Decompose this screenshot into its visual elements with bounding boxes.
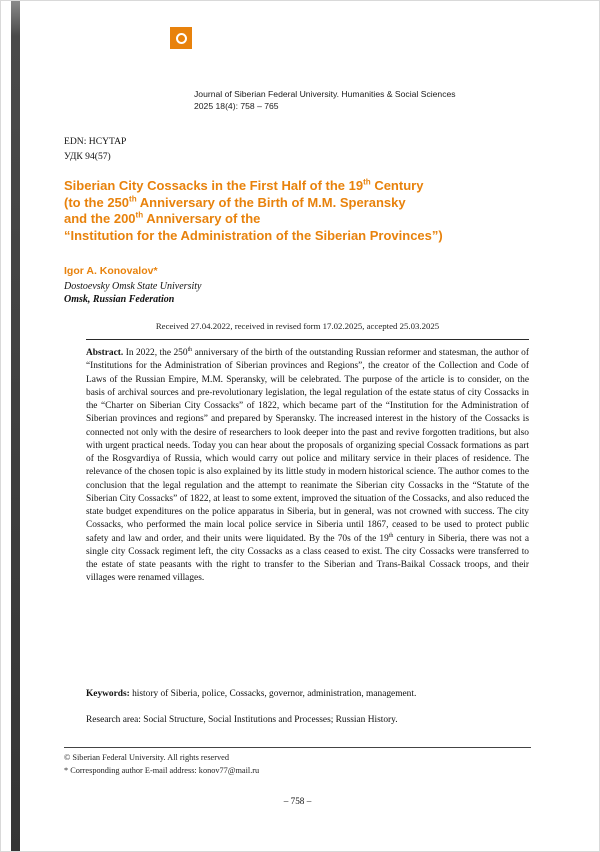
journal-logo-icon (176, 33, 187, 44)
author-location: Omsk, Russian Federation (64, 294, 175, 305)
journal-logo (170, 27, 192, 49)
corresponding-author-note: * Corresponding author E-mail address: konov77@mail.ru (64, 765, 260, 775)
keywords-paragraph: Keywords: history of Siberia, police, Cossacks, governor, administration, management. (86, 689, 417, 699)
journal-name: Journal of Siberian Federal University. Humanities & Social Sciences (194, 89, 456, 99)
title-line: “Institution for the Administration of the Siberian Provinces”) (64, 227, 443, 243)
title-line: and the 200th Anniversary of the (64, 210, 261, 227)
article-title (64, 178, 542, 244)
page-number: – 758 – (283, 796, 312, 806)
title-line: (to the 250th Anniversary of the Birth of M.M. Speransky (64, 194, 406, 210)
copyright-note: © Siberian Federal University. All rights reserved (64, 753, 229, 762)
received-dates: Received 27.04.2022, received in revised form 17.02.2025, accepted 25.03.2025 (155, 321, 440, 331)
udk-code: УДК 94(57) (64, 150, 111, 162)
author-affiliation: Dostoevsky Omsk State University (64, 281, 202, 292)
edn-code: EDN: HCYTAP (64, 136, 127, 147)
journal-header (194, 89, 554, 112)
footnote-divider (64, 747, 531, 748)
title-line: Siberian City Cossacks in the First Half of the 19th Century (64, 177, 424, 193)
abstract-paragraph: Abstract. In 2022, the 250th anniversary of the birth of the outstanding Russian reformer and statesman, the author of “Institutions for the Administration of Siberian provinces and Regions”, the creator of the Collection and Code of Laws of the Russian Empire, M.M. Speransky, will be celebrated. The purpose of the article is to consider, on the basis of archival sources and pre-revolutionary legislation, the legal regulation of the estate status of city Cossacks in the “Charter on Siberian City Cossacks” of 1822, which became part of the “Institution for the Administration of Siberian provinces and regions” and prepared by Speransky. The increased interest in the history of the Cossacks is connected not only with the desire of researchers to look deeper into the past and revive forgotten traditions, but also with urgent practical needs. Today you can hear about the proposals of organizing special Cossack formations as part of the Rosgvardiya of Russia, which would carry out police and military service in their places of residence. The relevance of the chosen topic is also explained by its little study in modern historical science. The author comes to the conclusion that the legal regulation and the attempt to reanimate the Siberian city Cossacks in the “Statute of the Siberian City Cossacks” of 1822, at least to some extent, improved the situation of the Cossacks, and also reduced the state budget expenditures on the police apparatus in Siberia, but in general, was not crowned with success. The city Cossacks, who performed the main local police service in Siberia until 1867, ceased to be used to protect public safety and law and order, and their units were liquidated. By the 70s of the 19th century in Siberia, there was not a single city Cossack regiment left, the city Cossacks as a class ceased to exist. The city Cossacks were transferred to the estate of state peasants with the right to transfer to the Siberian and Trans-Baikal Cossack troops, and their villages were renamed villages. (86, 339, 529, 586)
footnotes (64, 752, 531, 778)
journal-issue: 2025 18(4): 758 – 765 (194, 100, 279, 111)
article-codes (64, 135, 126, 164)
author-name: Igor A. Konovalov* (64, 265, 158, 277)
left-edge-bar (11, 1, 20, 852)
research-area-paragraph: Research area: Social Structure, Social Institutions and Processes; Russian History. (86, 715, 398, 725)
